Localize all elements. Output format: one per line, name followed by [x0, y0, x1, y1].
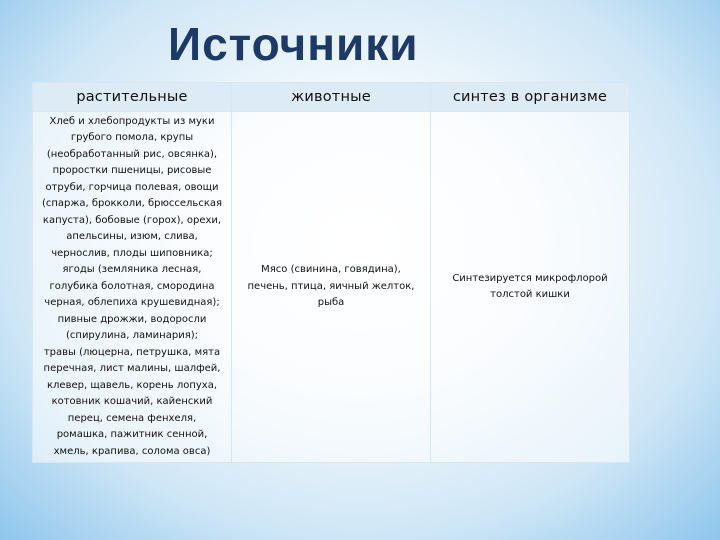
sources-table — [32, 82, 630, 463]
plant-sources-text: Хлеб и хлебопродукты из муки грубого помола, крупы (необработанный рис, овсянка), проростки пшеницы, рисовые отруби, горчица полевая, овощи (спаржа, брокколи, брюссельская капуста), бобовые (горох), орехи, апельсины, изюм, слива, чернослив, плоды шиповника; ягоды (земляника лесная, голубика болотная, смородина черная, облепиха крушевидная); пивные дрожжи, водоросли (спирулина, ламинария); травы (люцерна, петрушка, мята перечная, лист малины, шалфей, клевер, щавель, корень лопуха, котовник кошачий, кайенский перец, семена фенхеля, ромашка, пажитник сенной, хмель, крапива, солома овса) — [41, 115, 223, 457]
header-animal: животные — [232, 83, 431, 112]
table-row — [33, 112, 630, 463]
synthesis-text: Синтезируется микрофлорой толстой кишки — [452, 272, 608, 300]
animal-sources-text: Мясо (свинина, говядина), печень, птица, яичный желток, рыба — [247, 264, 415, 309]
header-synthesis: синтез в организме — [431, 83, 630, 112]
page-title: Источники — [168, 18, 419, 70]
table-header-row — [33, 83, 630, 112]
header-plant: растительные — [33, 83, 232, 112]
cell-plant-sources — [33, 112, 232, 463]
cell-synthesis — [431, 112, 630, 463]
cell-animal-sources — [232, 112, 431, 463]
